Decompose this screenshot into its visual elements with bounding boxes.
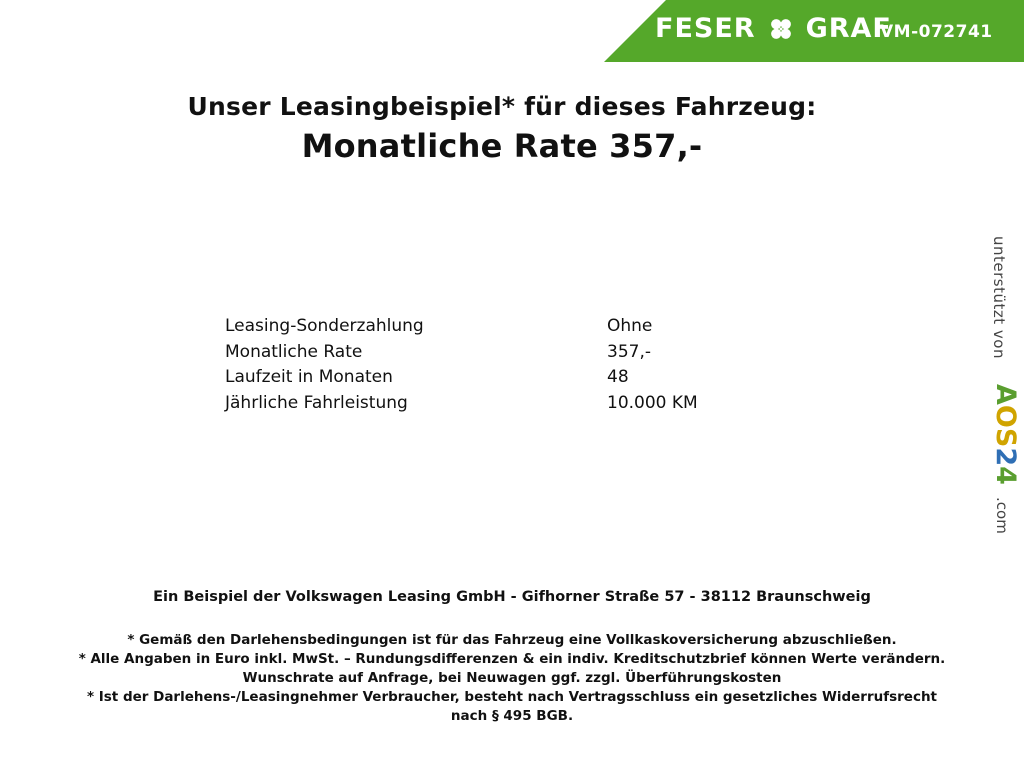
clover-icon [768,16,794,42]
detail-value: 10.000 KM [607,392,698,413]
detail-label: Laufzeit in Monaten [225,367,393,387]
supported-by-label: unterstützt von [990,236,1008,359]
brand-name-second: GRAF [805,13,892,44]
aos24-logo [990,384,1021,485]
aos24-letter-4: 4 [990,466,1021,485]
table-row [225,365,785,391]
footer-example-line: Ein Beispiel der Volkswagen Leasing GmbH - Gifhorner Straße 57 - 38112 Braunschweig [153,589,871,605]
detail-value: 357,- [607,341,651,362]
footer-note-line: Wunschrate auf Anfrage, bei Neuwagen ggf. zzgl. Überführungskosten [242,670,782,686]
leasing-example-heading: Unser Leasingbeispiel* für dieses Fahrzeug: [187,92,817,121]
detail-label: Monatliche Rate [225,341,363,362]
page-header [0,0,1024,62]
detail-value: 48 [607,367,629,387]
aos24-letter-a: A [990,384,1021,405]
page-footer [0,589,1024,726]
brand-name-first: FESER [655,13,756,44]
aos24-letter-s: S [990,427,1021,448]
detail-label: Jährliche Fahrleistung [225,392,408,413]
aos24-domain-suffix: .com [993,497,1011,534]
monthly-rate-heading: Monatliche Rate 357,- [301,127,703,165]
table-row [225,391,785,417]
table-row [225,340,785,366]
table-row [225,314,785,340]
detail-value: Ohne [607,316,653,336]
brand-logo [655,13,892,44]
aos24-letter-2: 2 [990,447,1021,467]
vehicle-code: VM-072741 [880,22,993,42]
footer-legal-notes [0,631,1024,726]
footer-note-line: * Gemäß den Darlehensbedingungen ist für das Fahrzeug eine Vollkaskoversicherung abzuschließen. [127,632,897,648]
page-title [0,92,1004,165]
detail-label: Leasing-Sonderzahlung [225,316,424,336]
footer-note-line: * Alle Angaben in Euro inkl. MwSt. – Rundungsdifferenzen & ein indiv. Kreditschutzbrief können Werte verändern. [78,651,946,667]
footer-note-line: * Ist der Darlehens-/Leasingnehmer Verbraucher, besteht nach Vertragsschluss ein gesetzliches Widerrufsrecht [86,689,938,705]
aos24-letter-o: O [990,404,1021,428]
supported-by-sidebar [990,236,1020,556]
footer-note-line: nach § 495 BGB. [450,708,574,724]
leasing-details-table [225,314,785,416]
